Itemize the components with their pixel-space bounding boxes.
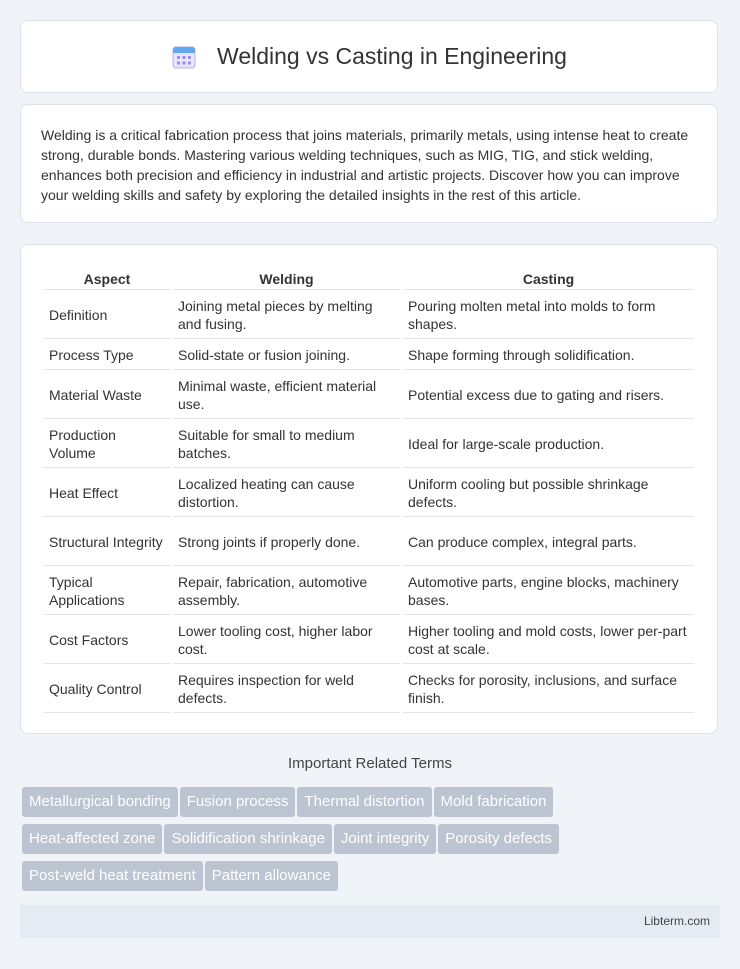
table-row [44, 666, 694, 713]
term-tag[interactable]: Heat-affected zone [22, 824, 162, 854]
aspect-cell: Structural Integrity [44, 519, 170, 566]
column-header-aspect: Aspect [44, 267, 170, 290]
table-row [44, 292, 694, 339]
casting-cell: Automotive parts, engine blocks, machinery bases. [403, 568, 694, 615]
casting-cell: Uniform cooling but possible shrinkage defects. [403, 470, 694, 517]
header-card [20, 20, 718, 93]
aspect-cell: Production Volume [44, 421, 170, 468]
related-terms-list [22, 787, 722, 898]
term-tag[interactable]: Thermal distortion [297, 787, 431, 817]
table-row [44, 617, 694, 664]
term-tag[interactable]: Fusion process [180, 787, 296, 817]
intro-text: Welding is a critical fabrication process that joins materials, primarily metals, using intense heat to create strong, durable bonds. Mastering various welding techniques, such as MIG, TIG, and stick welding, enhances both precision and efficiency in industrial and artistic projects. Discover how you can improve your welding skills and safety by exploring the detailed insights in the rest of this article. [41, 127, 689, 203]
aspect-cell: Definition [44, 292, 170, 339]
casting-cell: Ideal for large-scale production. [403, 421, 694, 468]
page-title: Welding vs Casting in Engineering [217, 43, 567, 69]
welding-cell: Requires inspection for weld defects. [173, 666, 400, 713]
term-tag[interactable]: Solidification shrinkage [164, 824, 331, 854]
welding-cell: Solid-state or fusion joining. [173, 341, 400, 370]
welding-cell: Suitable for small to medium batches. [173, 421, 400, 468]
aspect-cell: Typical Applications [44, 568, 170, 615]
aspect-cell: Cost Factors [44, 617, 170, 664]
term-tag[interactable]: Metallurgical bonding [22, 787, 178, 817]
welding-cell: Strong joints if properly done. [173, 519, 400, 566]
term-tag[interactable]: Pattern allowance [205, 861, 338, 891]
casting-cell: Shape forming through solidification. [403, 341, 694, 370]
aspect-cell: Heat Effect [44, 470, 170, 517]
welding-cell: Localized heating can cause distortion. [173, 470, 400, 517]
column-header-welding: Welding [173, 267, 400, 290]
table-row [44, 421, 694, 468]
welding-cell: Joining metal pieces by melting and fusing. [173, 292, 400, 339]
welding-cell: Lower tooling cost, higher labor cost. [173, 617, 400, 664]
casting-cell: Potential excess due to gating and risers. [403, 372, 694, 419]
casting-cell: Can produce complex, integral parts. [403, 519, 694, 566]
table-header-row [44, 267, 694, 290]
comparison-table [41, 265, 697, 715]
intro-card [20, 104, 718, 223]
table-row [44, 519, 694, 566]
casting-cell: Higher tooling and mold costs, lower per-part cost at scale. [403, 617, 694, 664]
footer-site-link[interactable]: Libterm.com [643, 914, 710, 928]
welding-cell: Repair, fabrication, automotive assembly. [173, 568, 400, 615]
comparison-card [20, 244, 718, 734]
term-tag[interactable]: Porosity defects [438, 824, 559, 854]
footer [20, 905, 720, 938]
aspect-cell: Process Type [44, 341, 170, 370]
aspect-cell: Quality Control [44, 666, 170, 713]
casting-cell: Pouring molten metal into molds to form shapes. [403, 292, 694, 339]
table-row [44, 372, 694, 419]
table-row [44, 341, 694, 370]
related-terms-title: Important Related Terms [288, 755, 452, 772]
term-tag[interactable]: Mold fabrication [434, 787, 554, 817]
table-row [44, 470, 694, 517]
term-tag[interactable]: Post-weld heat treatment [22, 861, 203, 891]
calendar-icon [171, 44, 197, 70]
term-tag[interactable]: Joint integrity [334, 824, 436, 854]
column-header-casting: Casting [403, 267, 694, 290]
welding-cell: Minimal waste, efficient material use. [173, 372, 400, 419]
casting-cell: Checks for porosity, inclusions, and surface finish. [403, 666, 694, 713]
table-row [44, 568, 694, 615]
aspect-cell: Material Waste [44, 372, 170, 419]
